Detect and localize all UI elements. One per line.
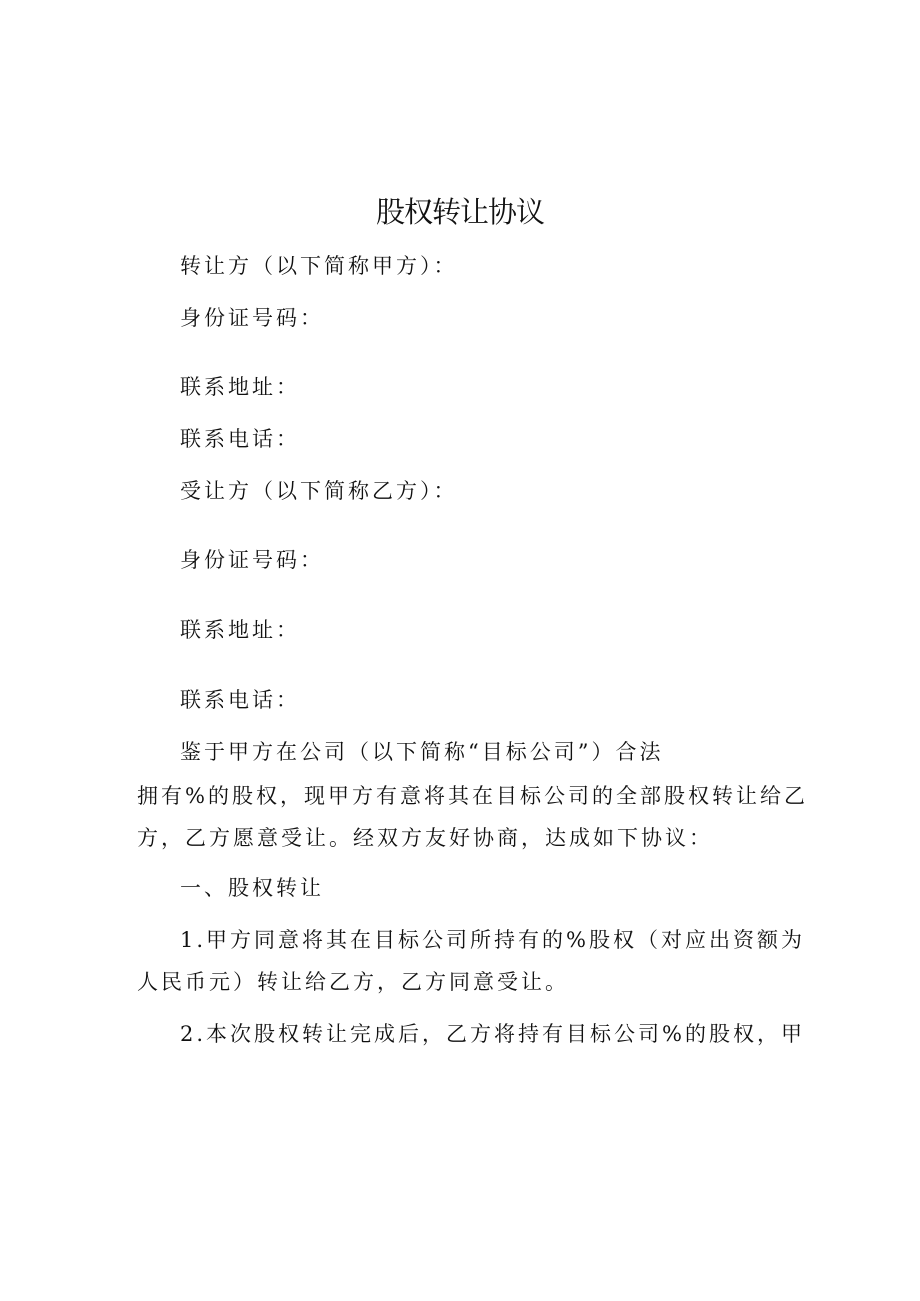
clause-2-line-1: 2.本次股权转让完成后，乙方将持有目标公司%的股权，甲: [180, 1022, 805, 1046]
clause-1-line-1: 1.甲方同意将其在目标公司所持有的%股权（对应出资额为: [180, 928, 805, 952]
transferee-address: 联系地址：: [180, 618, 300, 642]
section-heading-equity-transfer: 一、股权转让: [180, 876, 324, 900]
recital-line-1: 鉴于甲方在公司（以下简称“目标公司”）合法: [180, 740, 664, 764]
recital-line-2: 拥有%的股权，现甲方有意将其在目标公司的全部股权转让给乙: [137, 784, 808, 808]
transferor-label: 转让方（以下简称甲方）：: [180, 254, 458, 278]
transferee-phone: 联系电话：: [180, 688, 300, 712]
document-title: 股权转让协议: [375, 195, 544, 229]
clause-1-line-2: 人民币元）转让给乙方，乙方同意受让。: [137, 970, 569, 994]
transferor-phone: 联系电话：: [180, 427, 300, 451]
transferee-id-number: 身份证号码：: [180, 548, 324, 572]
transferee-label: 受让方（以下简称乙方）：: [180, 479, 458, 503]
recital-line-3: 方，乙方愿意受让。经双方友好协商，达成如下协议：: [137, 826, 713, 850]
transferor-id-number: 身份证号码：: [180, 306, 324, 330]
transferor-address: 联系地址：: [180, 375, 300, 399]
